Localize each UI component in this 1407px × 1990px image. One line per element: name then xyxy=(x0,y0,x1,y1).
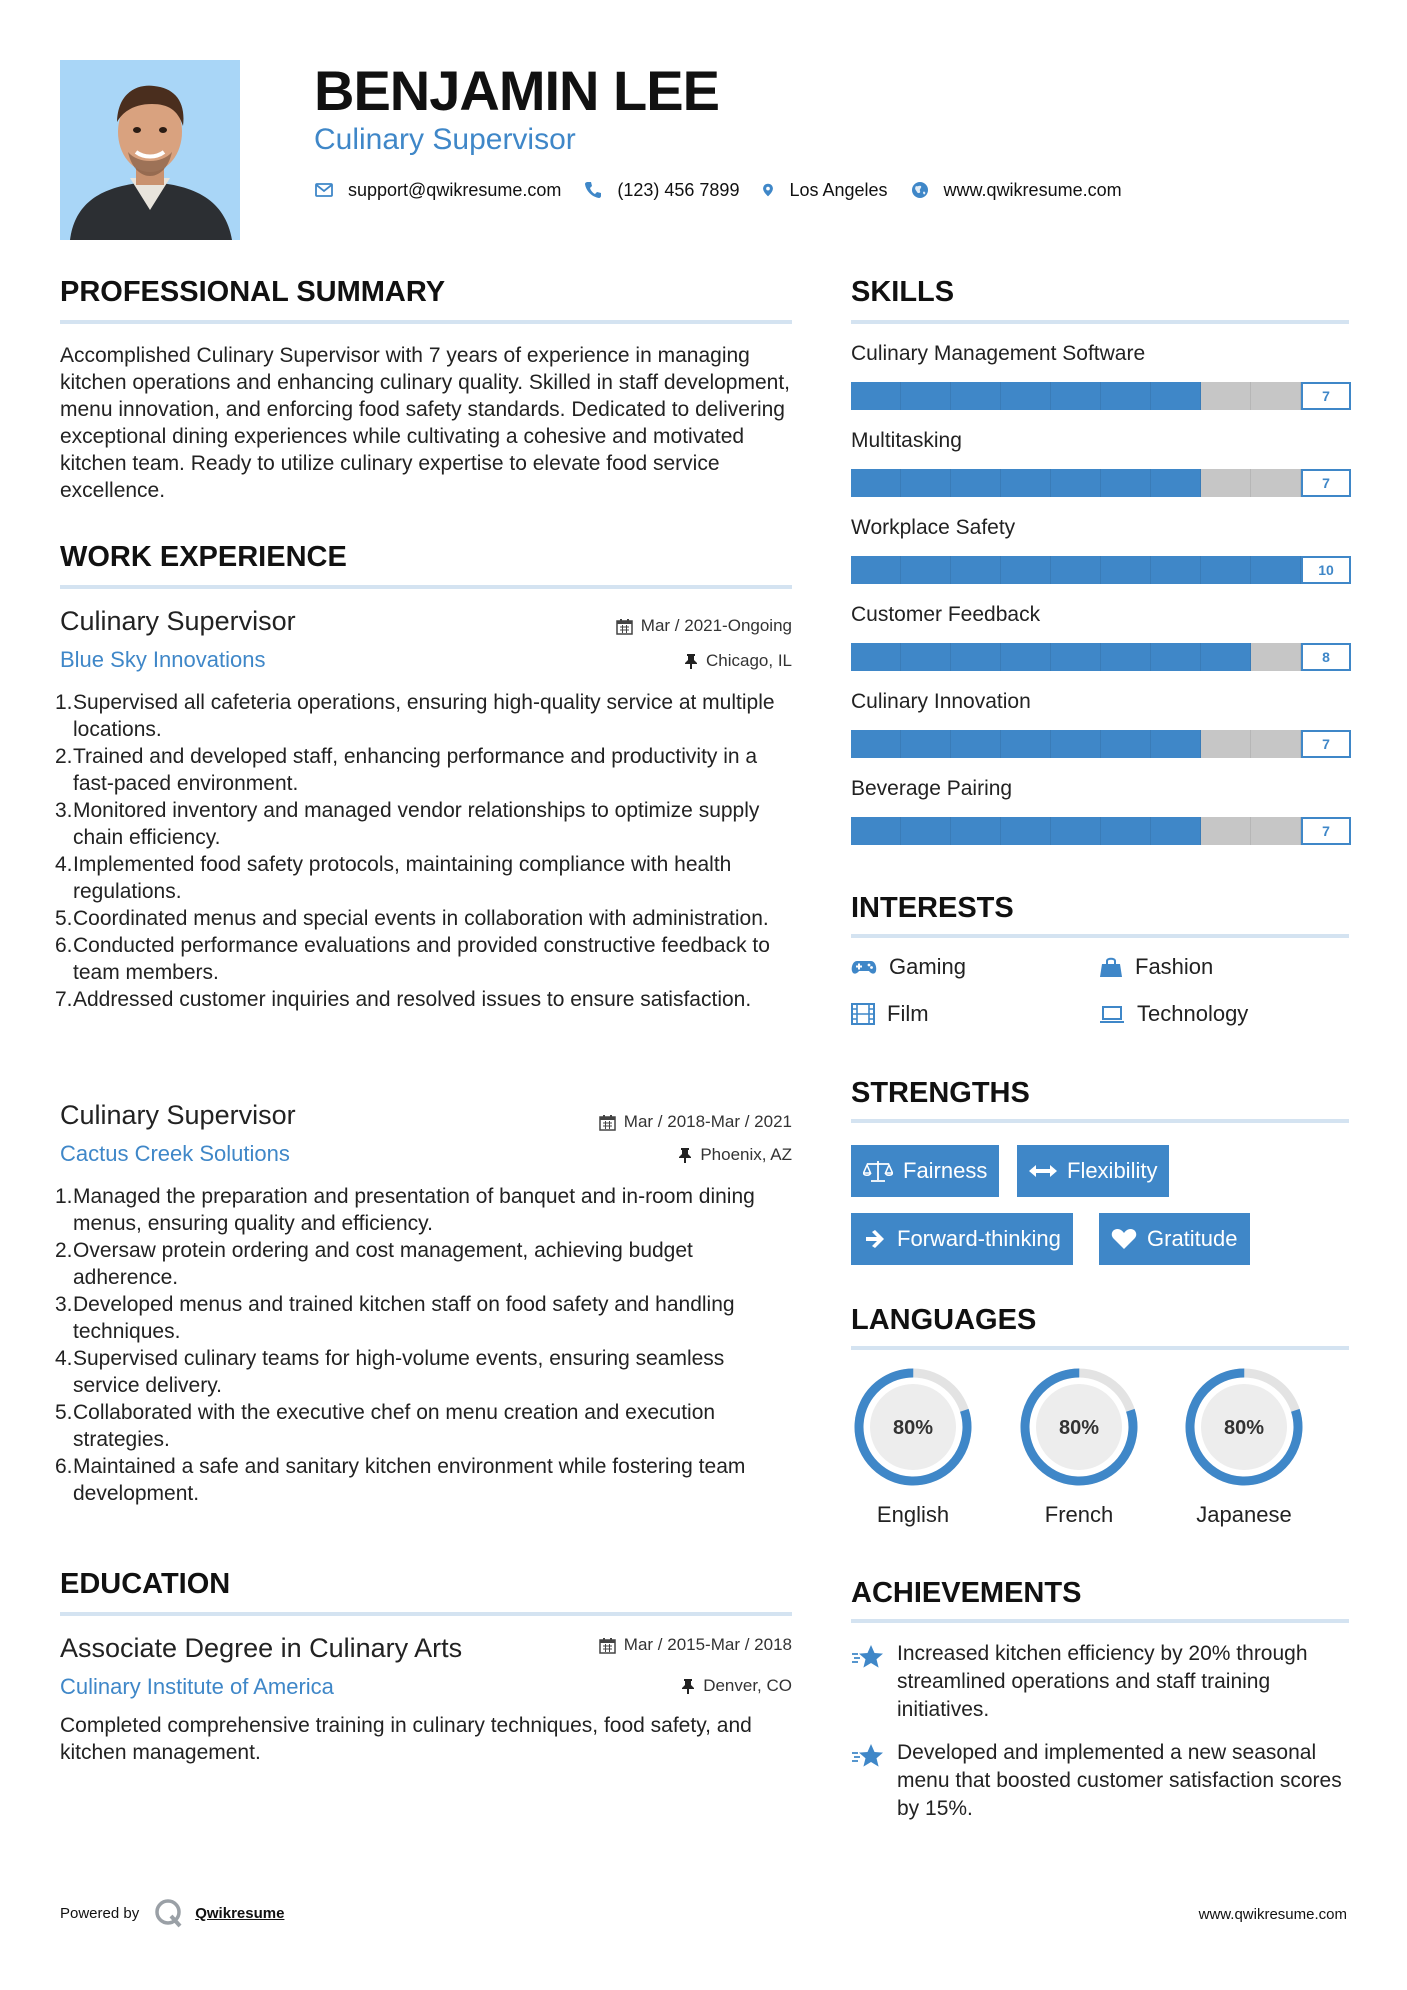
skill-bar-segment xyxy=(951,817,1001,845)
skill-bar-segment xyxy=(1051,469,1101,497)
skill-bar-segment xyxy=(1251,382,1301,410)
skill-bar-segment xyxy=(1251,730,1301,758)
star-icon xyxy=(851,1642,885,1672)
heart-icon xyxy=(1111,1228,1137,1250)
calendar-icon xyxy=(599,1114,616,1131)
skill-level-badge: 7 xyxy=(1301,469,1351,497)
skill-bar-segment xyxy=(851,730,901,758)
achievements-heading: ACHIEVEMENTS xyxy=(851,1577,1082,1609)
list-item: 5. Coordinated menus and special events in collaboration with administration. xyxy=(55,907,769,930)
skill-bar-segment xyxy=(1101,817,1151,845)
qwikresume-logo-icon xyxy=(153,1897,185,1929)
skill-bar-segment xyxy=(1151,730,1201,758)
skill-level-badge: 7 xyxy=(1301,730,1351,758)
skill-bar-segment xyxy=(901,556,951,584)
calendar-icon xyxy=(616,618,633,635)
skill-bar-segment xyxy=(1251,469,1301,497)
contact-website[interactable] xyxy=(910,180,1122,201)
skill-bar-segment xyxy=(951,469,1001,497)
language-name: English xyxy=(876,1502,950,1527)
strength-flexibility xyxy=(1017,1145,1169,1197)
language-ring xyxy=(1182,1365,1306,1489)
job-1-location xyxy=(480,651,792,671)
skill-bar xyxy=(851,730,1351,758)
list-item: 1. Supervised all cafeteria operations, ensuring high-quality service at multiple locations. xyxy=(55,691,775,741)
skills-divider xyxy=(851,320,1349,324)
contact-row xyxy=(314,178,1144,202)
skill-level-badge: 7 xyxy=(1301,382,1351,410)
skill-bar xyxy=(851,643,1351,671)
list-item: 7. Addressed customer inquiries and resolved issues to ensure satisfaction. xyxy=(55,988,752,1011)
list-item: 4. Implemented food safety protocols, maintaining compliance with health regulations. xyxy=(55,853,732,903)
interest-technology xyxy=(1099,1001,1248,1027)
map-pin-icon xyxy=(761,180,775,200)
list-item: 2. Trained and developed staff, enhancing performance and productivity in a fast-paced environment. xyxy=(55,745,758,795)
skill-bar-segment xyxy=(951,382,1001,410)
star-icon xyxy=(851,1741,885,1771)
job-2-location xyxy=(480,1145,792,1165)
achievement-item-2 xyxy=(851,1739,1351,1823)
qwikresume-link[interactable]: Qwikresume xyxy=(195,1904,285,1922)
skill-bar-segment xyxy=(1001,817,1051,845)
interests-heading: INTERESTS xyxy=(851,892,1014,924)
achievements-divider xyxy=(851,1619,1349,1623)
skill-bar-segment xyxy=(1101,382,1151,410)
film-icon xyxy=(851,1003,875,1025)
language-ring xyxy=(851,1365,975,1489)
skill-bar-segment xyxy=(901,469,951,497)
contact-website-text: www.qwikresume.com xyxy=(943,179,1122,200)
calendar-icon xyxy=(599,1637,616,1654)
languages-heading: LANGUAGES xyxy=(851,1304,1037,1336)
achievement-item-1 xyxy=(851,1640,1351,1724)
skill-bar-segment xyxy=(1201,382,1251,410)
footer-powered-by xyxy=(60,1897,284,1929)
strengths-divider xyxy=(851,1119,1349,1123)
skill-bar-segment xyxy=(951,556,1001,584)
contact-location xyxy=(761,180,887,201)
shopping-bag-icon xyxy=(1099,956,1123,978)
strength-gratitude xyxy=(1099,1213,1250,1265)
contact-location-text: Los Angeles xyxy=(789,179,888,200)
skill-bar-segment xyxy=(851,382,901,410)
laptop-icon xyxy=(1099,1004,1125,1024)
skill-name: Customer Feedback xyxy=(851,603,1041,626)
list-item: 2. Oversaw protein ordering and cost management, achieving budget adherence. xyxy=(55,1239,693,1289)
job-2-company: Cactus Creek Solutions xyxy=(60,1141,290,1166)
job-2-dates-text: Mar / 2018-Mar / 2021 xyxy=(623,1112,792,1131)
skill-level-badge: 7 xyxy=(1301,817,1351,845)
skill-bar-segment xyxy=(1251,817,1301,845)
phone-icon xyxy=(583,180,603,200)
envelope-icon xyxy=(314,180,334,200)
language-percent: 80% xyxy=(1058,1417,1100,1439)
job-2-location-text: Phoenix, AZ xyxy=(700,1145,792,1164)
strength-fairness-label: Fairness xyxy=(903,1158,988,1183)
interest-fashion-label: Fashion xyxy=(1135,954,1214,979)
language-percent: 80% xyxy=(1223,1417,1265,1439)
skill-bar xyxy=(851,817,1351,845)
skill-bar-segment xyxy=(1151,643,1201,671)
arrows-horizontal-icon xyxy=(1029,1163,1057,1179)
contact-email[interactable] xyxy=(314,180,561,201)
skill-bar-segment xyxy=(1001,469,1051,497)
pushpin-icon xyxy=(681,1678,695,1695)
skill-level-badge: 10 xyxy=(1301,556,1351,584)
skill-bar-segment xyxy=(1051,817,1101,845)
interest-technology-label: Technology xyxy=(1137,1001,1249,1026)
skill-bar-segment xyxy=(1001,556,1051,584)
profile-photo xyxy=(60,60,240,240)
list-item: 4. Supervised culinary teams for high-volume events, ensuring seamless service delivery. xyxy=(55,1347,725,1397)
education-heading: EDUCATION xyxy=(60,1568,231,1600)
skill-bar-segment xyxy=(1251,643,1301,671)
interest-gaming-label: Gaming xyxy=(889,954,967,979)
skill-bar-segment xyxy=(901,382,951,410)
skill-bar-segment xyxy=(1051,556,1101,584)
interest-fashion xyxy=(1099,954,1213,980)
experience-heading: WORK EXPERIENCE xyxy=(60,541,347,573)
language-item xyxy=(1017,1365,1141,1528)
skill-bar-segment xyxy=(1151,556,1201,584)
skills-heading: SKILLS xyxy=(851,276,955,308)
skill-bar-segment xyxy=(851,817,901,845)
language-name: French xyxy=(1044,1502,1114,1527)
skill-bar xyxy=(851,556,1351,584)
summary-text: Accomplished Culinary Supervisor with 7 years of experience in managing kitchen operations and enhancing culinary quality. Skilled in staff development, menu innovation, and enforcing food safety standards. Dedicated to delivering exceptional dining experiences while cultivating a cohesive and motivated kitchen team. Ready to utilize culinary expertise to elevate food service excellence. xyxy=(60,344,791,502)
education-divider xyxy=(60,1612,792,1616)
education-degree: Associate Degree in Culinary Arts xyxy=(60,1633,463,1663)
list-item: 6. Conducted performance evaluations and provided constructive feedback to team members. xyxy=(55,934,770,984)
interest-film-label: Film xyxy=(887,1001,929,1026)
skill-bar xyxy=(851,469,1351,497)
job-2-title: Culinary Supervisor xyxy=(60,1100,296,1130)
skill-bar-segment xyxy=(1101,730,1151,758)
skill-bar-segment xyxy=(1051,643,1101,671)
strengths-heading: STRENGTHS xyxy=(851,1077,1030,1109)
strength-flexibility-label: Flexibility xyxy=(1067,1158,1158,1183)
globe-icon xyxy=(910,180,930,200)
strength-gratitude-label: Gratitude xyxy=(1147,1226,1238,1251)
education-text: Completed comprehensive training in culinary techniques, food safety, and kitchen management. xyxy=(60,1714,752,1764)
language-name: Japanese xyxy=(1196,1502,1292,1527)
list-item: 5. Collaborated with the executive chef on menu creation and execution strategies. xyxy=(55,1401,716,1451)
candidate-title: Culinary Supervisor xyxy=(314,123,576,156)
skill-bar-segment xyxy=(1201,556,1251,584)
education-dates xyxy=(480,1635,792,1655)
job-2-bullets xyxy=(55,1183,795,1507)
footer-website[interactable]: www.qwikresume.com xyxy=(1198,1906,1347,1923)
skill-bar-segment xyxy=(1101,643,1151,671)
contact-phone[interactable] xyxy=(583,180,739,201)
arrow-right-icon xyxy=(863,1228,887,1250)
skill-bar-segment xyxy=(901,817,951,845)
language-percent: 80% xyxy=(892,1417,934,1439)
powered-by-label: Powered by xyxy=(60,1904,140,1922)
language-item xyxy=(1182,1365,1306,1528)
skill-bar-segment xyxy=(1151,469,1201,497)
strength-fairness xyxy=(851,1145,999,1197)
skill-bar-segment xyxy=(1101,556,1151,584)
skill-bar-segment xyxy=(1151,817,1201,845)
skill-bar-segment xyxy=(1051,382,1101,410)
skill-name: Culinary Management Software xyxy=(851,342,1146,365)
education-school: Culinary Institute of America xyxy=(60,1674,334,1699)
skill-bar-segment xyxy=(1051,730,1101,758)
contact-phone-text: (123) 456 7899 xyxy=(617,179,740,200)
list-item: 3. Developed menus and trained kitchen staff on food safety and handling techniques. xyxy=(55,1293,735,1343)
strength-forward-thinking-label: Forward-thinking xyxy=(897,1226,1061,1251)
education-location-text: Denver, CO xyxy=(703,1676,792,1695)
skill-bar-segment xyxy=(901,730,951,758)
summary-heading: PROFESSIONAL SUMMARY xyxy=(60,276,446,308)
achievement-text-1: Increased kitchen efficiency by 20% through streamlined operations and staff training initiatives. xyxy=(897,1642,1308,1721)
skill-name: Culinary Innovation xyxy=(851,690,1031,713)
summary-divider xyxy=(60,320,792,324)
job-1-location-text: Chicago, IL xyxy=(706,651,792,670)
skill-name: Beverage Pairing xyxy=(851,777,1013,800)
person-photo-icon xyxy=(60,60,240,240)
skill-bar-segment xyxy=(1201,817,1251,845)
languages-divider xyxy=(851,1346,1349,1350)
job-1-company: Blue Sky Innovations xyxy=(60,647,266,672)
job-1-dates-text: Mar / 2021-Ongoing xyxy=(640,616,792,635)
job-1-title: Culinary Supervisor xyxy=(60,606,296,636)
interest-film xyxy=(851,1001,929,1027)
skill-bar-segment xyxy=(1101,469,1151,497)
contact-email-text: support@qwikresume.com xyxy=(348,179,562,200)
interest-gaming xyxy=(851,954,966,980)
skill-bar-segment xyxy=(851,643,901,671)
skill-bar-segment xyxy=(1201,469,1251,497)
job-1-dates xyxy=(480,616,792,636)
skill-bar-segment xyxy=(1201,643,1251,671)
pushpin-icon xyxy=(684,653,698,670)
job-1-bullets xyxy=(55,689,795,1013)
achievement-text-2: Developed and implemented a new seasonal menu that boosted customer satisfaction scores by 15%. xyxy=(897,1741,1342,1820)
skill-bar-segment xyxy=(951,643,1001,671)
strength-forward-thinking xyxy=(851,1213,1073,1265)
education-location xyxy=(480,1676,792,1696)
skill-name: Multitasking xyxy=(851,429,962,452)
skill-bar-segment xyxy=(1001,643,1051,671)
skill-bar-segment xyxy=(951,730,1001,758)
list-item: 1. Managed the preparation and presentation of banquet and in-room dining menus, ensuring quality and efficiency. xyxy=(55,1185,755,1235)
skill-bar-segment xyxy=(851,469,901,497)
skill-bar-segment xyxy=(1151,382,1201,410)
skill-level-badge: 8 xyxy=(1301,643,1351,671)
interests-divider xyxy=(851,934,1349,938)
gamepad-icon xyxy=(851,957,877,977)
skill-name: Workplace Safety xyxy=(851,516,1016,539)
skill-bar-segment xyxy=(1001,382,1051,410)
skill-bar-segment xyxy=(1201,730,1251,758)
skill-bar-segment xyxy=(1251,556,1301,584)
experience-divider xyxy=(60,585,792,589)
candidate-name: BENJAMIN LEE xyxy=(314,59,719,122)
language-ring xyxy=(1017,1365,1141,1489)
language-item xyxy=(851,1365,975,1528)
list-item: 3. Monitored inventory and managed vendor relationships to optimize supply chain efficiency. xyxy=(55,799,760,849)
skill-bar-segment xyxy=(1001,730,1051,758)
job-2-dates xyxy=(480,1112,792,1132)
list-item: 6. Maintained a safe and sanitary kitchen environment while fostering team development. xyxy=(55,1455,746,1505)
skill-bar-segment xyxy=(851,556,901,584)
pushpin-icon xyxy=(678,1147,692,1164)
balance-scale-icon xyxy=(863,1159,893,1183)
education-dates-text: Mar / 2015-Mar / 2018 xyxy=(623,1635,792,1654)
skill-bar-segment xyxy=(901,643,951,671)
skill-bar xyxy=(851,382,1351,410)
